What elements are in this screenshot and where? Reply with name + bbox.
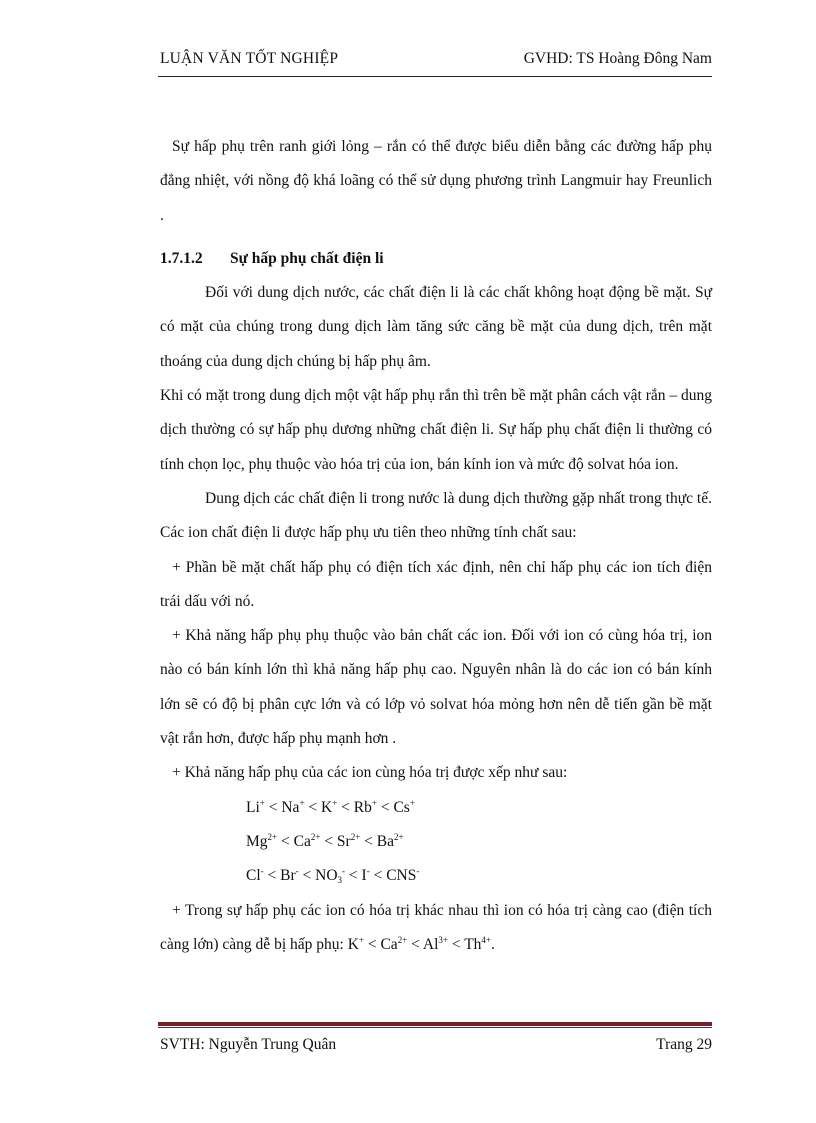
ion-charge: 2+ bbox=[394, 831, 404, 842]
less-than-sign: < bbox=[363, 935, 381, 953]
ion-symbol: Rb+ bbox=[353, 797, 377, 816]
ion-series-alkaline-earth bbox=[160, 825, 712, 859]
header-title: LUẬN VĂN TỐT NGHIỆP bbox=[160, 50, 339, 67]
ion-symbol: $Al^{3+}$ bbox=[422, 934, 448, 953]
ion-series-valence bbox=[348, 936, 491, 953]
ion-charge: - bbox=[260, 866, 264, 877]
less-than-sign: < bbox=[298, 867, 316, 885]
ion-symbol: K+ bbox=[347, 934, 364, 953]
paragraph-adsorption-priority: Dung dịch các chất điện li trong nước là dung dịch thường gặp nhất trong thực tế. Các ion chất điện li được hấp phụ ưu tiên theo những tính chất sau: bbox=[160, 489, 712, 542]
ion-charge: + bbox=[371, 797, 377, 808]
less-than-sign: < bbox=[345, 867, 362, 885]
section-number: 1.7.1.2 bbox=[160, 249, 203, 267]
ion-symbol: $Sr^{2+}$ bbox=[336, 831, 361, 850]
less-than-sign: < bbox=[277, 832, 294, 850]
ion-symbol: Cs+ bbox=[393, 797, 415, 816]
ion-charge: 2+ bbox=[267, 831, 278, 842]
ion-symbol: $Th^{4+}$ bbox=[464, 934, 491, 953]
ion-charge: + bbox=[259, 797, 265, 808]
header-rule bbox=[158, 76, 712, 77]
ion-symbol: $Ca^{2+}$ bbox=[293, 831, 321, 850]
less-than-sign: < bbox=[264, 798, 282, 816]
paragraph-electrolyte-water: Đối với dung dịch nước, các chất điện li là các chất không hoạt động bề mặt. Sự có mặt của chúng trong dung dịch làm tăng sức căng bề mặt của dung dịch, trên mặt thoáng của dung dịch chúng bị hấp phụ âm. bbox=[160, 284, 712, 370]
ion-charge: 2+ bbox=[397, 934, 408, 945]
ion-charge: + bbox=[358, 934, 364, 945]
ion-charge: - bbox=[342, 866, 346, 877]
ion-series-anions bbox=[160, 859, 712, 893]
footer-rule bbox=[158, 1022, 712, 1026]
less-than-sign: < bbox=[369, 867, 387, 885]
list-item-series-intro: + Khả năng hấp phụ của các ion cùng hóa trị được xếp như sau: bbox=[172, 764, 568, 782]
ion-symbol: $Ca^{2+}$ bbox=[380, 934, 408, 953]
ion-symbol: $Ba^{2+}$ bbox=[376, 831, 404, 850]
ion-charge: - bbox=[295, 866, 299, 877]
list-item-radius: + Khả năng hấp phụ phụ thuộc vào bản chất các ion. Đối với ion có cùng hóa trị, ion nào có bán kính lớn thì khả năng hấp phụ cao. Nguyên nhân là do các ion có bán kính lớn sẽ có độ bị phân cực lớn và có lớp vỏ solvat hóa mỏng hơn nên dễ tiến gần bề mặt vật rắn hơn, được hấp phụ mạnh hơn . bbox=[160, 627, 712, 748]
list-item-charge: + Phần bề mặt chất hấp phụ có điện tích xác định, nên chỉ hấp phụ các ion tích điện trái dấu với nó. bbox=[160, 558, 712, 610]
footer-author: SVTH: Nguyễn Trung Quân bbox=[160, 1036, 337, 1053]
page-body bbox=[160, 130, 712, 962]
ion-charge: - bbox=[416, 866, 420, 877]
page-footer bbox=[160, 1036, 712, 1060]
less-than-sign: < bbox=[337, 798, 354, 816]
less-than-sign: < bbox=[263, 867, 281, 885]
list-item-valence bbox=[160, 894, 712, 963]
less-than-sign: < bbox=[360, 832, 377, 850]
header-supervisor: GVHD: TS Hoàng Đông Nam bbox=[523, 50, 712, 67]
ion-charge: + bbox=[332, 797, 338, 808]
page-number: Trang 29 bbox=[656, 1036, 712, 1053]
less-than-sign: < bbox=[304, 798, 322, 816]
less-than-sign: < bbox=[447, 935, 465, 953]
less-than-sign: < bbox=[376, 798, 394, 816]
ion-symbol: $NO_3^-$ bbox=[315, 866, 346, 886]
ion-symbol: Br- bbox=[280, 866, 299, 885]
less-than-sign: < bbox=[407, 935, 423, 953]
valence-end: . bbox=[491, 935, 495, 953]
paragraph-solid-adsorbent: Khi có mặt trong dung dịch một vật hấp phụ rắn thì trên bề mặt phân cách vật rắn – dung dịch thường có sự hấp phụ dương những chất điện li. Sự hấp phụ chất điện li thường có tính chọn lọc, phụ thuộc vào hóa trị của ion, bán kính ion và mức độ solvat hóa ion. bbox=[160, 387, 712, 473]
ion-charge: 2+ bbox=[350, 831, 361, 842]
ion-charge: - bbox=[366, 866, 370, 877]
ion-charge: 4+ bbox=[481, 934, 491, 945]
paragraph-intro: Sự hấp phụ trên ranh giới lỏng – rắn có thể được biểu diễn bằng các đường hấp phụ đẳng nhiệt, với nồng độ khá loãng có thể sử dụng phương trình Langmuir hay Freunlich . bbox=[160, 138, 712, 224]
footer-rule-thin bbox=[158, 1027, 712, 1028]
ion-charge: + bbox=[409, 797, 415, 808]
ion-symbol: $Mg^{2+}$ bbox=[246, 831, 278, 850]
less-than-sign: < bbox=[320, 832, 337, 850]
ion-symbol: Cl- bbox=[246, 866, 264, 885]
ion-series-alkali bbox=[160, 791, 712, 825]
valence-text: + Trong sự hấp phụ các ion có hóa trị khác nhau thì ion có hóa trị càng cao (điện tích càng lớn) càng dễ bị hấp phụ: bbox=[160, 901, 712, 953]
section-heading bbox=[160, 242, 712, 276]
ion-symbol: CNS- bbox=[386, 866, 420, 885]
page-header bbox=[160, 50, 712, 74]
ion-charge: + bbox=[299, 797, 305, 808]
ion-symbol: K+ bbox=[321, 797, 338, 816]
section-title: Sự hấp phụ chất điện li bbox=[230, 249, 384, 267]
ion-symbol: I- bbox=[361, 866, 370, 885]
ion-symbol: Na+ bbox=[281, 797, 305, 816]
ion-charge: 3+ bbox=[438, 934, 448, 945]
ion-subscript: 3 bbox=[337, 875, 343, 886]
ion-symbol: Li+ bbox=[246, 797, 265, 816]
ion-charge: 2+ bbox=[310, 831, 321, 842]
